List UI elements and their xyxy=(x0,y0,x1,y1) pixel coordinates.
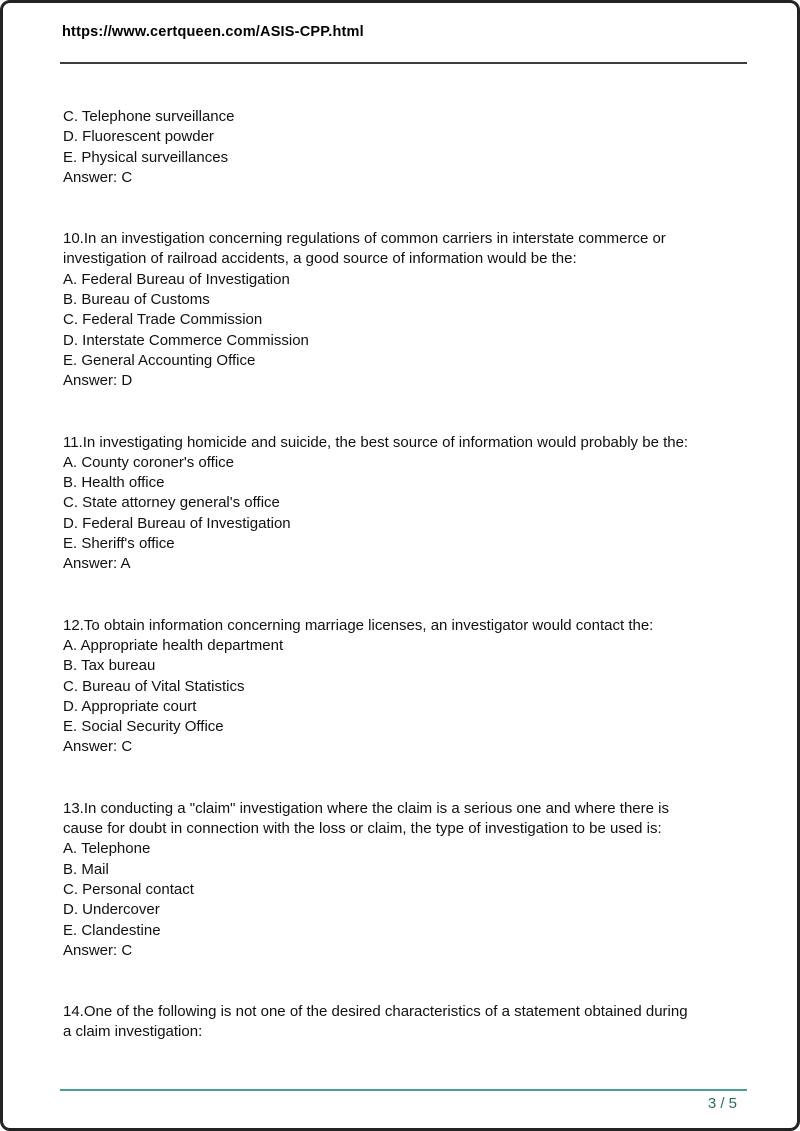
text-line: a claim investigation: xyxy=(63,1023,203,1041)
footer-divider xyxy=(60,1089,747,1091)
text-line: 10.In an investigation concerning regulations of common carriers in interstate commerce or xyxy=(63,230,666,248)
text-line: A. County coroner's office xyxy=(63,453,235,471)
question-block xyxy=(63,799,747,961)
text-line: D. Fluorescent powder xyxy=(63,128,214,146)
question-block xyxy=(63,616,747,758)
text-line: A. Federal Bureau of Investigation xyxy=(63,270,290,288)
text-line: 11.In investigating homicide and suicide, the best source of information would probably be the: xyxy=(63,433,689,451)
text-line: D. Appropriate court xyxy=(63,697,197,715)
text-line: D. Interstate Commerce Commission xyxy=(63,331,309,349)
text-line: C. Bureau of Vital Statistics xyxy=(63,677,245,695)
question-block xyxy=(63,107,747,188)
text-line: 13.In conducting a "claim" investigation where the claim is a serious one and where there is xyxy=(63,799,669,817)
question-block xyxy=(63,229,747,391)
text-line: B. Bureau of Customs xyxy=(63,291,210,309)
text-line: C. Federal Trade Commission xyxy=(63,311,263,329)
text-line: E. General Accounting Office xyxy=(63,351,256,369)
text-line: Answer: D xyxy=(63,372,133,390)
text-line: B. Health office xyxy=(63,474,165,492)
text-line: Answer: C xyxy=(63,168,133,186)
text-line: A. Appropriate health department xyxy=(63,636,284,654)
text-line: 14.One of the following is not one of the desired characteristics of a statement obtained during xyxy=(63,1003,688,1021)
question-block xyxy=(63,1002,747,1043)
text-line: A. Telephone xyxy=(63,840,151,858)
text-line: C. Personal contact xyxy=(63,880,194,898)
text-line: B. Mail xyxy=(63,860,109,878)
text-line: D. Undercover xyxy=(63,901,160,919)
text-line: C. Telephone surveillance xyxy=(63,108,235,125)
text-line: C. State attorney general's office xyxy=(63,494,280,512)
text-line: Answer: A xyxy=(63,555,131,573)
text-line: E. Clandestine xyxy=(63,921,161,939)
text-line: B. Tax bureau xyxy=(63,657,156,675)
text-line: cause for doubt in connection with the loss or claim, the type of investigation to be used is: xyxy=(63,820,662,838)
page-indicator: 3 / 5 xyxy=(707,1095,737,1112)
text-line: E. Sheriff's office xyxy=(63,535,175,553)
header-divider xyxy=(60,62,747,64)
content-area xyxy=(63,107,747,1043)
text-line: investigation of railroad accidents, a good source of information would be the: xyxy=(63,250,577,268)
question-block xyxy=(63,433,747,575)
text-line: Answer: C xyxy=(63,941,133,959)
text-line: Answer: C xyxy=(63,738,133,756)
text-line: E. Physical surveillances xyxy=(63,148,229,166)
text-line: E. Social Security Office xyxy=(63,718,224,736)
text-line: 12.To obtain information concerning marriage licenses, an investigator would contact the: xyxy=(63,616,654,634)
url-header-text: https://www.certqueen.com/ASIS-CPP.html xyxy=(62,24,364,40)
text-line: D. Federal Bureau of Investigation xyxy=(63,514,291,532)
